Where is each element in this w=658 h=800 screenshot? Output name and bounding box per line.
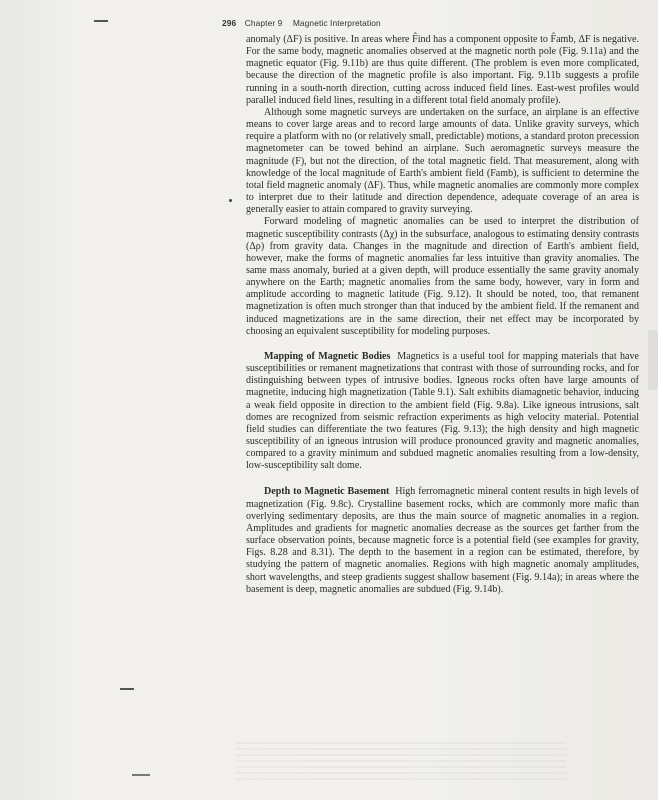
subhead-mapping: Mapping of Magnetic Bodies — [264, 350, 391, 362]
margin-tick-lower — [132, 774, 150, 776]
paragraph-3: Forward modeling of magnetic anomalies can be used to interpret the distribution of magnetic susceptibility contrasts (Δχ) in the subsurface, analogous to estimating density contrasts (Δρ) from gravity data. Changes in the magnitude and direction of Earth's ambient field, however, make the forms of magnetic anomalies far less intuitive than gravity anomalies. The same mass anomaly, buried at a given depth, will produce essentially the same gravity anomaly anywhere on the Earth; magnetic anomalies from the same body, however, vary in form and amplitude according to magnetic latitude (Fig. 9.12). It should be noted, too, that remanent magnetization is often much stronger than that induced by the ambient field. If the remanent and induced magnetizations are in the same direction, their net effect may be incorporated by choosing an equivalent susceptibility for modeling purposes. — [246, 216, 639, 337]
section-mapping — [246, 351, 639, 473]
chapter-title: Magnetic Interpretation — [292, 18, 381, 28]
page-smudge — [648, 330, 658, 390]
paragraph-5: High ferromagnetic mineral content results in high levels of magnetization (Fig. 9.8c). Crystalline basement rocks, which are commonly more mafic than overlying sedimentary deposits, are thus the main source of magnetic anomalies in a region. Amplitudes and gradients for magnetic anomalies decrease as the sources get farther from the surface observation points, because magnetic force is a potential field (see examples for gravity, Figs. 8.28 and 8.31). The depth to the basement in a region can be estimated, therefore, by studying the pattern of magnetic anomalies. Regions with high magnetic anomaly amplitudes, short wavelengths, and steep gradients suggest shallow basement (Fig. 9.14a); in areas where the basement is deep, magnetic anomalies are subdued (Fig. 9.14b). — [246, 486, 639, 595]
section-gap — [246, 472, 639, 486]
running-head — [222, 18, 381, 28]
section-basement — [246, 486, 639, 595]
chapter-label: Chapter 9 — [244, 18, 283, 28]
margin-tick-top — [94, 20, 108, 22]
subhead-basement: Depth to Magnetic Basement — [264, 486, 390, 498]
body-text — [246, 34, 639, 596]
bleed-through-text — [236, 742, 566, 782]
page-number: 296 — [222, 18, 237, 28]
margin-tick-bottom — [120, 688, 134, 690]
stray-mark — [229, 199, 232, 202]
paragraph-2: Although some magnetic surveys are undertaken on the surface, an airplane is an effective means to cover large areas and to record large amounts of data. Unlike gravity surveys, which require a platform with no (or relatively small, predictable) motions, a standard proton precession magnetometer can be towed behind an airplane. Such aeromagnetic surveys measure the magnitude (F), but not the direction, of the total magnetic field. That measurement, along with knowledge of the local magnitude of Earth's ambient field (Famb), is sufficient to determine the total field magnetic anomaly (ΔF). Thus, while magnetic anomalies are commonly more complex to interpret due to their latitude and direction dependence, adequate coverage of an area is generally easier to attain compared to gravity surveying. — [246, 106, 639, 216]
paragraph-4: Magnetics is a useful tool for mapping materials that have susceptibilities or remanent magnetizations that contrast with those of surrounding rocks, and for distinguishing between types of intrusive bodies. Igneous rocks often have large amounts of magnetite, inducing high magnetization (Table 9.1). Salt exhibits diamagnetic behavior, inducing a weak field opposite in direction to the ambient field (Fig. 9.8a). Like igneous intrusions, salt domes are recognized from seismic refraction experiments as high velocity material. Potential field studies can differentiate the two features (Fig. 9.13); the high density and high magnetic susceptibility of an igneous intrusion will produce pronounced gravity and magnetic anomalies, compared to a gravity minimum and subdued magnetic anomalies resulting from a low-density, low-susceptibility salt dome. — [246, 350, 640, 472]
paragraph-1: anomaly (ΔF) is positive. In areas where F̂ind has a component opposite to F̂amb, ΔF is negative. For the same body, magnetic anomalies observed at the magnetic north pole (Fig. 9.11a) and the magnetic equator (Fig. 9.11b) are thus quite different. (The problem is even more complicated, because the direction of the magnetic profile is also important. Fig. 9.11b suggests a profile running in a south-north direction, cutting across induced field lines. East-west profiles would parallel induced field lines, resulting in a different total field anomaly profile). — [246, 34, 639, 106]
section-gap — [246, 338, 639, 351]
